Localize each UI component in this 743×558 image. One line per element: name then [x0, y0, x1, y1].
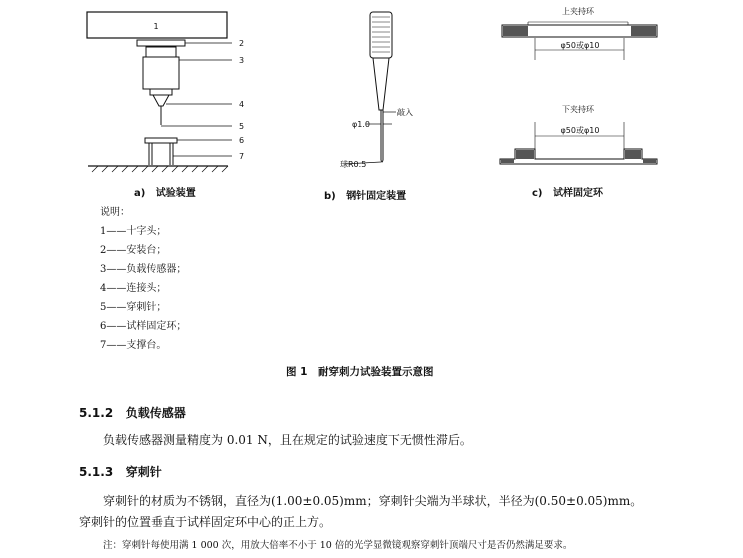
figure-title: 图 1 耐穿刺力试验装置示意图 — [286, 366, 434, 378]
label-a-3: 3 — [239, 56, 245, 65]
legend-item: 6——试样固定环； — [100, 321, 187, 332]
legend-item: 4——连接头； — [100, 283, 167, 294]
legend-item: 5——穿刺针； — [100, 302, 167, 313]
label-dim-upper: φ50或φ10 — [560, 41, 600, 50]
caption-b: b) 钢针固定装置 — [324, 191, 407, 202]
label-a-2: 2 — [239, 39, 245, 48]
legend-title: 说明： — [100, 207, 130, 218]
legend-item: 7——支撑台。 — [100, 340, 167, 351]
section-paragraph-line-1: 穿刺针的材质为不锈钢，直径为(1.00±0.05)mm；穿刺针尖端为半球状，半径为(0.50±0.05)mm。 — [103, 494, 643, 508]
section-heading-5-1-2: 5.1.2 负载传感器 — [79, 406, 186, 420]
section-heading-5-1-3: 5.1.3 穿刺针 — [79, 465, 162, 479]
section-paragraph: 负载传感器测量精度为 0.01 N，且在规定的试验速度下无惯性滞后。 — [103, 433, 472, 447]
label-radius: 球R0.5 — [340, 160, 367, 169]
legend — [100, 203, 186, 355]
legend-item: 3——负载传感器； — [100, 264, 187, 275]
label-a-1: 1 — [153, 22, 159, 31]
label-a-5: 5 — [239, 122, 245, 131]
note: 注：穿刺针每使用满 1 000 次，用放大倍率不小于 10 倍的光学显微镜观察穿刺针顶端尺寸是否仍然满足要求。 — [103, 540, 573, 551]
label-lower-ring: 下夹持环 — [562, 105, 594, 114]
legend-item: 1——十字头； — [100, 226, 167, 237]
legend-item: 2——安装台； — [100, 245, 167, 256]
label-dim-lower: φ50或φ10 — [560, 126, 600, 135]
label-a-7: 7 — [239, 152, 245, 161]
caption-c: c) 试样固定环 — [532, 188, 603, 199]
label-upper-ring: 上夹持环 — [562, 7, 594, 16]
section-paragraph-line-2: 穿刺针的位置垂直于试样固定环中心的正上方。 — [79, 515, 332, 529]
label-a-4: 4 — [239, 100, 245, 109]
caption-a: a) 试验装置 — [134, 188, 196, 199]
label-a-6: 6 — [239, 136, 245, 145]
label-diameter: φ1.0 — [352, 120, 370, 129]
label-insert: 敲入 — [397, 108, 413, 117]
